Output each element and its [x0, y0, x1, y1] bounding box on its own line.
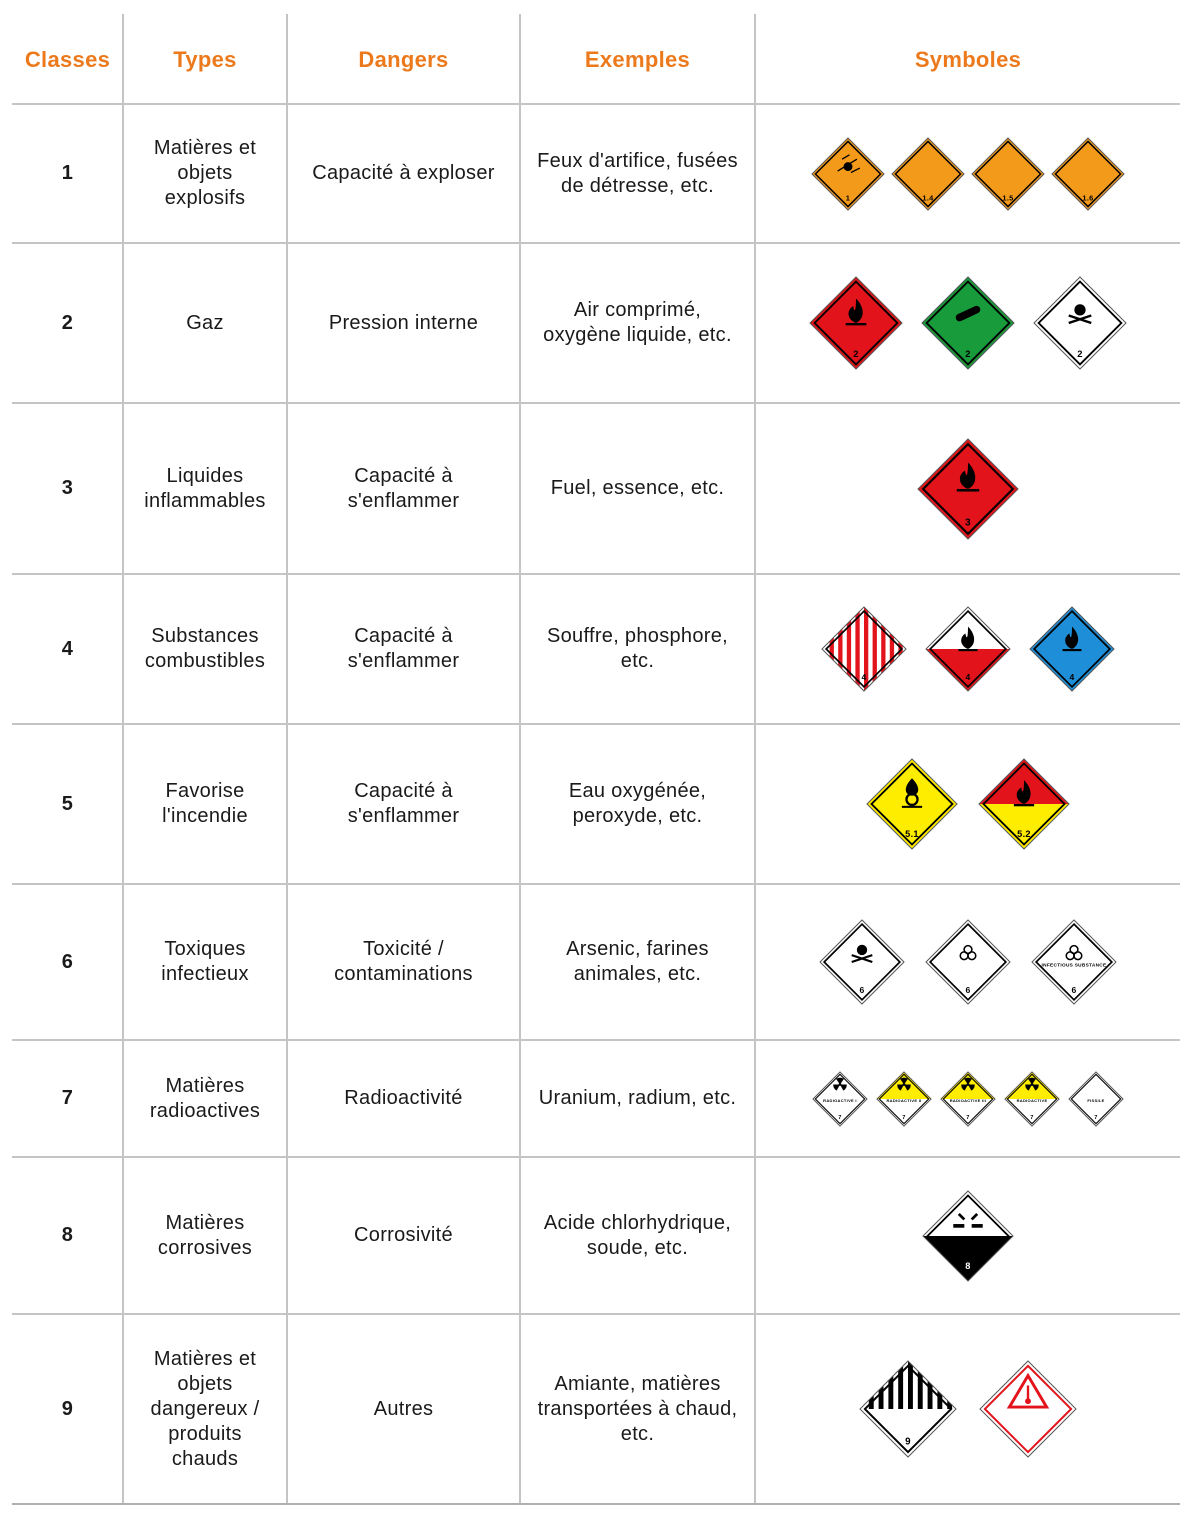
- class-danger: Autres: [373, 1397, 434, 1420]
- svg-text:INFECTIOUS SUBSTANCE: INFECTIOUS SUBSTANCE: [1041, 963, 1107, 969]
- explosive-bomb-icon: [811, 137, 885, 211]
- flammable-gas-icon: [809, 276, 903, 370]
- biohazard-icon: [925, 919, 1011, 1005]
- class-type: Substances combustibles: [144, 625, 266, 672]
- table-row: [0, 244, 1200, 402]
- class-example: Acide chlorhydrique, soude, etc.: [543, 1211, 732, 1259]
- class-type: Matières radioactives: [149, 1074, 261, 1122]
- hazard-symbols: [756, 1158, 1180, 1313]
- svg-text:RADIOACTIVE III: RADIOACTIVE III: [949, 1097, 987, 1103]
- class-example: Fuel, essence, etc.: [550, 477, 725, 499]
- class-number: 9: [61, 1397, 74, 1420]
- svg-text:9: 9: [905, 1436, 911, 1448]
- radioactive-II-icon: [876, 1071, 932, 1127]
- explosive-1-5-icon: [971, 137, 1045, 211]
- header-types: Types: [173, 46, 237, 72]
- flammable-solid-stripes-icon: [821, 606, 907, 692]
- corrosive-icon: [922, 1190, 1014, 1282]
- class-number: 5: [61, 792, 74, 815]
- svg-text:6: 6: [1071, 984, 1077, 995]
- oxidizer-icon: [866, 758, 958, 850]
- class-danger: Pression interne: [328, 311, 479, 334]
- class-danger: Capacité à s'enflammer: [347, 625, 460, 672]
- class-number: 3: [61, 477, 74, 499]
- radioactive-I-icon: [812, 1071, 868, 1127]
- class-type: Matières et objets dangereux / produits chauds: [150, 1347, 260, 1470]
- svg-text:1.4: 1.4: [922, 193, 934, 203]
- class-example: Souffre, phosphore, etc.: [546, 625, 728, 672]
- table-row: [0, 404, 1200, 573]
- svg-text:8: 8: [965, 1260, 971, 1271]
- class-example: Arsenic, farines animales, etc.: [566, 938, 709, 985]
- class-danger: Capacité à exploser: [312, 162, 495, 184]
- class-number: 6: [61, 950, 74, 973]
- svg-text:4: 4: [965, 671, 971, 682]
- svg-text:7: 7: [966, 1114, 970, 1121]
- table-row: [0, 1315, 1200, 1503]
- hazard-symbols: [756, 725, 1180, 883]
- class-number: 8: [61, 1224, 74, 1246]
- svg-text:1.5: 1.5: [1002, 193, 1014, 203]
- svg-text:1.6: 1.6: [1082, 193, 1094, 203]
- organic-peroxide-icon: [978, 758, 1070, 850]
- class-danger: Corrosivité: [354, 1224, 453, 1246]
- svg-text:5.1: 5.1: [905, 829, 919, 840]
- radioactive-yellow-icon: [1004, 1071, 1060, 1127]
- svg-text:4: 4: [861, 671, 867, 682]
- infectious-substance-icon: [1031, 919, 1117, 1005]
- class-type: Matières et objets explosifs: [153, 137, 257, 209]
- header-symboles: Symboles: [914, 46, 1022, 72]
- class-type: Liquides inflammables: [144, 464, 266, 512]
- class-example: Eau oxygénée, peroxyde, etc.: [568, 780, 707, 827]
- svg-text:1: 1: [845, 193, 851, 203]
- table-row: [0, 1041, 1200, 1156]
- svg-text:RADIOACTIVE: RADIOACTIVE: [1016, 1097, 1048, 1103]
- fissile-icon: [1068, 1071, 1124, 1127]
- header-dangers: Dangers: [358, 46, 449, 72]
- class-danger: Capacité à s'enflammer: [347, 780, 460, 827]
- svg-text:7: 7: [1030, 1114, 1034, 1121]
- class-danger: Capacité à s'enflammer: [347, 464, 460, 512]
- table-row: [0, 105, 1200, 242]
- class-danger: Toxicité / contaminations: [334, 938, 473, 985]
- svg-text:7: 7: [838, 1114, 842, 1121]
- svg-text:4: 4: [1069, 671, 1075, 682]
- class-type: Matières corrosives: [157, 1211, 253, 1259]
- class-example: Feux d'artifice, fusées de détresse, etc.: [537, 149, 738, 197]
- hazard-symbols: [756, 244, 1180, 402]
- hazard-symbols: [756, 404, 1180, 573]
- table-row: [0, 725, 1200, 883]
- svg-text:7: 7: [902, 1114, 906, 1121]
- svg-text:RADIOACTIVE I: RADIOACTIVE I: [823, 1097, 857, 1103]
- toxic-gas-skull-icon: [1033, 276, 1127, 370]
- class-danger: Radioactivité: [344, 1087, 463, 1109]
- spontaneous-combustion-icon: [925, 606, 1011, 692]
- hazard-symbols: [756, 105, 1180, 242]
- hot-substance-thermometer-icon: [979, 1360, 1077, 1458]
- class-number: 1: [61, 162, 74, 184]
- radioactive-III-icon: [940, 1071, 996, 1127]
- flammable-liquid-icon: [917, 438, 1019, 540]
- class-example: Amiante, matières transportées à chaud, etc.: [537, 1372, 738, 1445]
- svg-text:7: 7: [1094, 1114, 1098, 1121]
- dangerous-when-wet-icon: [1029, 606, 1115, 692]
- header-classes: Classes: [24, 46, 111, 72]
- class-type: Toxiques infectieux: [161, 938, 249, 985]
- header-exemples: Exemples: [584, 46, 691, 72]
- svg-text:2: 2: [853, 347, 859, 359]
- svg-text:3: 3: [965, 517, 971, 529]
- table-row: [0, 575, 1200, 723]
- class-number: 2: [61, 311, 74, 334]
- table-row: [0, 885, 1200, 1039]
- class-example: Uranium, radium, etc.: [538, 1087, 737, 1109]
- class-type: Favorise l'incendie: [162, 780, 248, 827]
- table-row: [0, 1158, 1200, 1313]
- svg-text:6: 6: [965, 984, 971, 995]
- class-example: Air comprimé, oxygène liquide, etc.: [543, 299, 732, 346]
- hazard-symbols: [756, 1315, 1180, 1503]
- svg-text:6: 6: [859, 984, 865, 995]
- explosive-1-6-icon: [1051, 137, 1125, 211]
- class-type: Gaz: [186, 311, 224, 334]
- class-number: 4: [61, 637, 74, 660]
- hazard-symbols: [756, 885, 1180, 1039]
- svg-text:RADIOACTIVE II: RADIOACTIVE II: [886, 1097, 922, 1103]
- miscellaneous-stripes-icon: [859, 1360, 957, 1458]
- class-number: 7: [61, 1087, 74, 1109]
- gas-cylinder-icon: [921, 276, 1015, 370]
- table-header: [0, 16, 1200, 102]
- explosive-1-4-icon: [891, 137, 965, 211]
- svg-text:2: 2: [1077, 347, 1083, 359]
- hazard-symbols: [756, 1041, 1180, 1156]
- svg-text:FISSILE: FISSILE: [1087, 1097, 1105, 1103]
- svg-text:2: 2: [965, 347, 971, 359]
- svg-text:5.2: 5.2: [1017, 829, 1031, 840]
- hazard-symbols: [756, 575, 1180, 723]
- toxic-skull-icon: [819, 919, 905, 1005]
- row-divider: [12, 1503, 1180, 1505]
